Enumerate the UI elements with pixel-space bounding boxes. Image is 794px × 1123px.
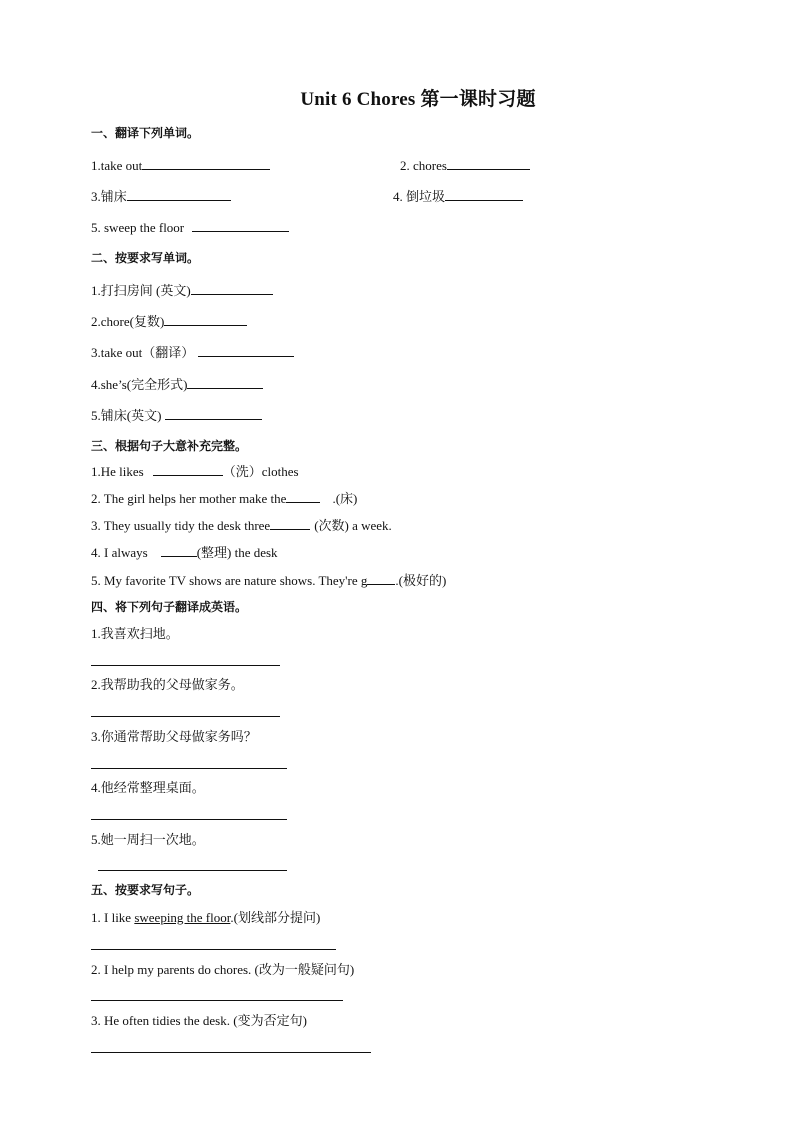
answer-blank[interactable]	[447, 157, 530, 170]
question-text: 3.铺床	[91, 189, 127, 204]
s4-question-3: 3.你通常帮助父母做家务吗？	[91, 729, 257, 744]
question-text: 1.He likes	[91, 464, 144, 479]
s3-question-4	[91, 544, 278, 561]
answer-blank[interactable]	[192, 219, 289, 232]
answer-blank[interactable]	[164, 313, 247, 326]
answer-line[interactable]	[98, 870, 287, 871]
section-4-heading: 四、将下列句子翻译成英语。	[91, 600, 248, 614]
question-hint: （洗）clothes	[222, 464, 299, 479]
s4-question-1: 1.我喜欢扫地。	[91, 626, 179, 641]
answer-blank[interactable]	[445, 188, 523, 201]
s2-question-1	[91, 282, 273, 299]
s4-question-5: 5.她一周扫一次地。	[91, 832, 205, 847]
s5-question-1	[91, 910, 320, 926]
section-3-heading: 三、根据句子大意补充完整。	[91, 439, 248, 453]
answer-blank[interactable]	[153, 463, 223, 476]
answer-line[interactable]	[91, 768, 287, 769]
question-text: 2.chore(复数)	[91, 314, 165, 329]
question-text: 1.take out	[91, 158, 143, 173]
s1-question-4	[393, 188, 523, 205]
question-text: 3. They usually tidy the desk three	[91, 518, 271, 533]
answer-line[interactable]	[91, 1000, 343, 1001]
s2-question-4	[91, 376, 263, 393]
s3-question-3	[91, 517, 392, 534]
s5-question-2: 2. I help my parents do chores. (改为一般疑问句)	[91, 962, 355, 977]
s5-question-3: 3. He often tidies the desk. (变为否定句)	[91, 1013, 307, 1028]
answer-line[interactable]	[91, 819, 287, 820]
answer-line[interactable]	[91, 716, 280, 717]
answer-blank[interactable]	[187, 376, 263, 389]
question-hint: (次数) a week.	[314, 518, 392, 533]
question-hint: .(床)	[332, 491, 358, 506]
answer-blank[interactable]	[270, 517, 310, 530]
section-2-heading: 二、按要求写单词。	[91, 251, 200, 265]
section-5-heading: 五、按要求写句子。	[91, 883, 200, 897]
question-text: 2. chores	[400, 158, 447, 173]
answer-blank[interactable]	[198, 344, 294, 357]
answer-blank[interactable]	[191, 282, 273, 295]
s3-question-5	[91, 572, 446, 589]
answer-blank[interactable]	[142, 157, 270, 170]
question-hint: .(极好的)	[395, 573, 447, 588]
page-title: Unit 6 Chores 第一课时习题	[300, 89, 536, 110]
question-hint: .(划线部分提问)	[230, 910, 321, 925]
s4-question-4: 4.他经常整理桌面。	[91, 780, 205, 795]
s2-question-2	[91, 313, 247, 330]
s2-question-3	[91, 344, 294, 361]
s1-question-5	[91, 219, 289, 236]
question-text: 5. My favorite TV shows are nature shows. They're g	[91, 573, 368, 588]
s2-question-5	[91, 407, 262, 424]
answer-blank[interactable]	[161, 544, 197, 557]
answer-blank[interactable]	[367, 572, 395, 585]
answer-line[interactable]	[91, 1052, 371, 1053]
s1-question-2	[400, 157, 530, 174]
question-text: 1. I like	[91, 910, 135, 925]
answer-blank[interactable]	[127, 188, 231, 201]
question-text: 4. I always	[91, 545, 148, 560]
question-text: 3.take out（翻译）	[91, 345, 195, 360]
answer-line[interactable]	[91, 665, 280, 666]
question-text: 2. The girl helps her mother make the	[91, 491, 287, 506]
answer-blank[interactable]	[165, 407, 262, 420]
section-1-heading: 一、翻译下列单词。	[91, 126, 200, 140]
s3-question-2	[91, 490, 357, 507]
s1-question-3	[91, 188, 231, 205]
question-text: 5.铺床(英文)	[91, 408, 162, 423]
question-text: 4. 倒垃圾	[393, 189, 446, 204]
s4-question-2: 2.我帮助我的父母做家务。	[91, 677, 244, 692]
question-text: 5. sweep the floor	[91, 220, 185, 235]
underlined-phrase: sweeping the floor	[134, 910, 231, 925]
s3-question-1	[91, 463, 299, 480]
question-text: 4.she’s(完全形式)	[91, 377, 188, 392]
answer-blank[interactable]	[286, 490, 320, 503]
question-text: 1.打扫房间 (英文)	[91, 283, 191, 298]
s1-question-1	[91, 157, 270, 174]
answer-line[interactable]	[91, 949, 336, 950]
question-hint: (整理) the desk	[196, 545, 278, 560]
